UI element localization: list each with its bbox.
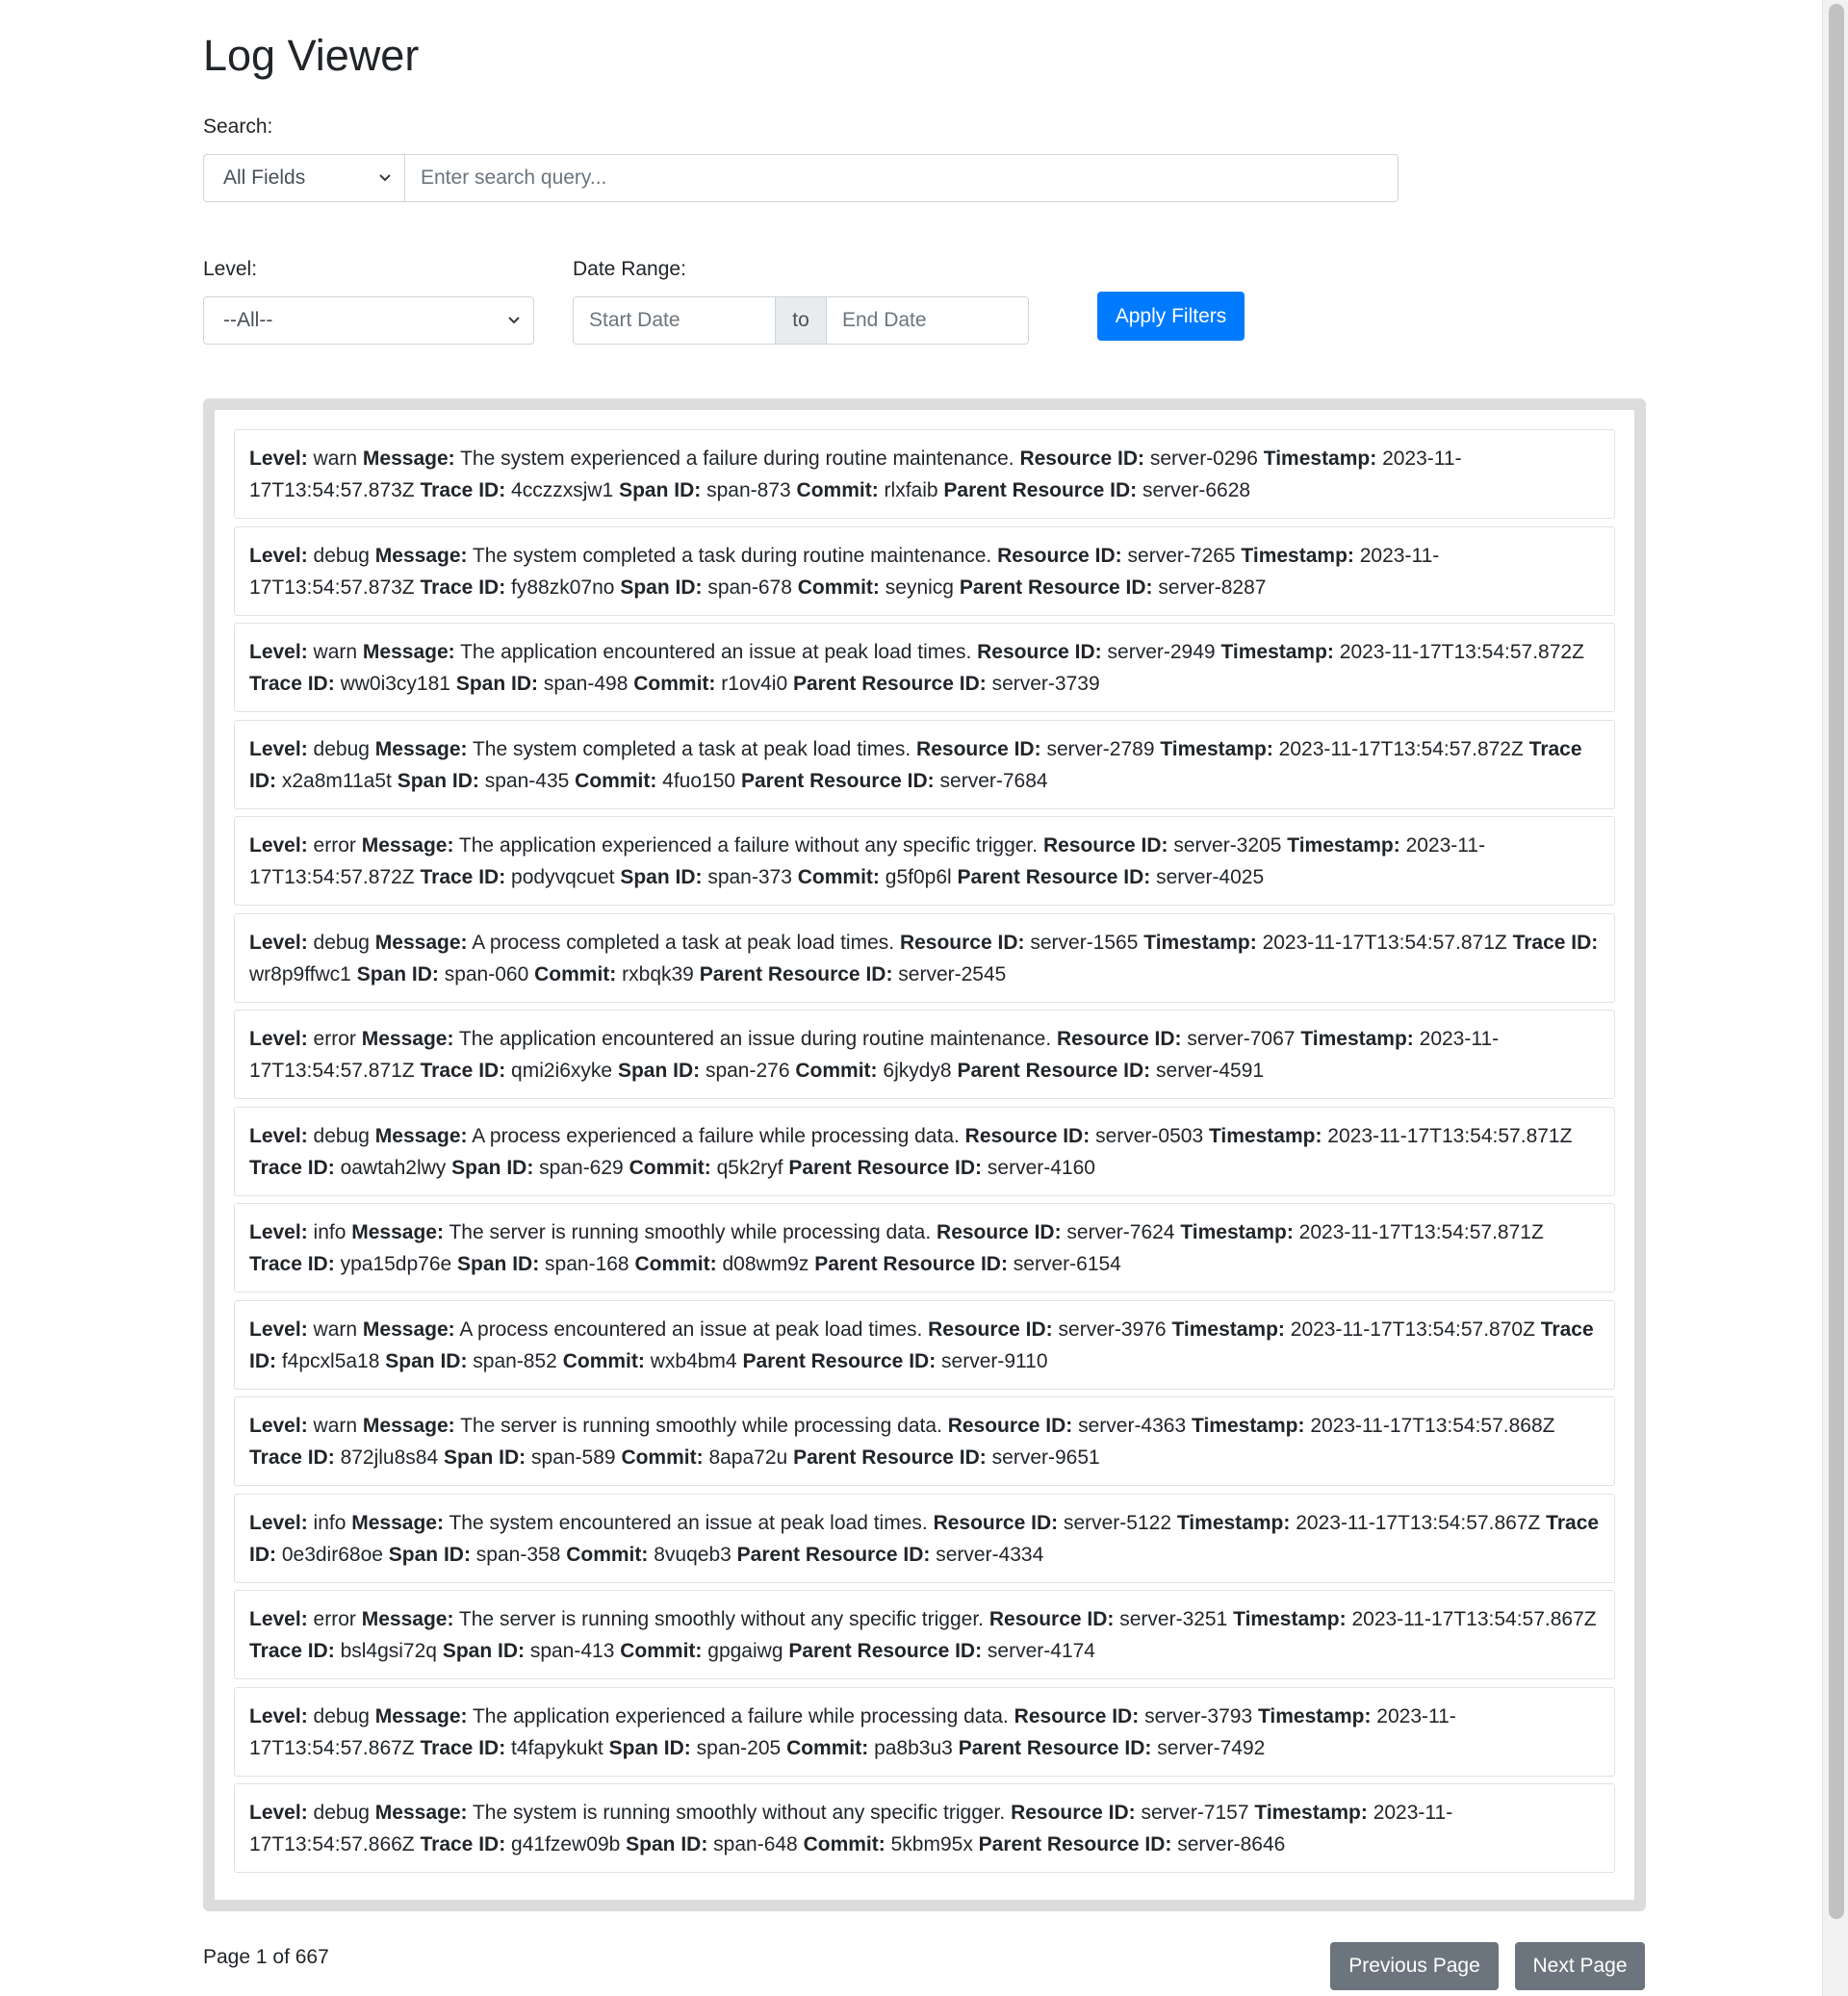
- log-field-label-parent-resource-id: Parent Resource ID:: [957, 1060, 1151, 1082]
- log-trace-id: podyvqcuet: [511, 866, 615, 888]
- log-span-id: span-358: [475, 1543, 561, 1566]
- log-field-label-resource-id: Resource ID:: [1014, 1704, 1140, 1727]
- log-field-label-commit: Commit:: [629, 1156, 711, 1179]
- log-parent-resource-id: server-4025: [1156, 866, 1265, 888]
- log-resource-id: server-3793: [1144, 1704, 1253, 1727]
- log-trace-id: ww0i3cy181: [340, 673, 450, 695]
- search-label: Search:: [203, 115, 273, 138]
- log-resource-id: server-5122: [1063, 1511, 1172, 1534]
- log-entry: [234, 1107, 1615, 1196]
- log-field-label-span-id: Span ID:: [626, 1833, 708, 1855]
- log-message: A process experienced a failure while processing data.: [472, 1124, 960, 1147]
- log-trace-id: bsl4gsi72q: [340, 1640, 437, 1662]
- log-level: debug: [313, 1124, 370, 1147]
- log-level: error: [313, 1608, 356, 1630]
- log-message: The application experienced a failure while processing data.: [472, 1704, 1009, 1727]
- log-commit: pa8b3u3: [874, 1736, 953, 1759]
- log-field-label-span-id: Span ID:: [617, 1060, 701, 1082]
- log-field-label-resource-id: Resource ID:: [964, 1124, 1091, 1147]
- log-commit: wxb4bm4: [650, 1349, 737, 1372]
- log-field-label-span-id: Span ID:: [619, 479, 702, 501]
- level-label: Level:: [203, 258, 258, 280]
- log-level: debug: [313, 737, 370, 760]
- log-span-id: span-873: [706, 479, 791, 501]
- log-parent-resource-id: server-4174: [987, 1640, 1095, 1662]
- log-field-label-span-id: Span ID:: [620, 576, 703, 599]
- log-field-label-message: Message:: [374, 931, 468, 954]
- log-field-label-span-id: Span ID:: [397, 769, 479, 792]
- log-field-label-message: Message:: [361, 834, 454, 857]
- log-field-label-resource-id: Resource ID:: [1011, 1802, 1136, 1824]
- log-field-label-span-id: Span ID:: [455, 673, 538, 695]
- log-span-id: span-629: [539, 1156, 624, 1179]
- log-timestamp: 2023-11-17T13:54:57.871Z: [1298, 1221, 1544, 1243]
- log-field-label-trace-id: Trace ID:: [420, 1736, 506, 1759]
- log-trace-id: oawtah2lwy: [340, 1156, 447, 1179]
- log-field-label-message: Message:: [362, 1415, 455, 1437]
- log-resource-id: server-0296: [1149, 448, 1258, 470]
- log-level: debug: [313, 1704, 370, 1727]
- log-field-label-parent-resource-id: Parent Resource ID:: [736, 1543, 931, 1566]
- log-field-label-span-id: Span ID:: [608, 1736, 691, 1759]
- log-message: The application encountered an issue during routine maintenance.: [458, 1028, 1052, 1050]
- log-field-label-resource-id: Resource ID:: [937, 1221, 1062, 1243]
- log-resource-id: server-3976: [1058, 1318, 1167, 1341]
- log-panel[interactable]: [203, 398, 1646, 1911]
- log-commit: d08wm9z: [722, 1253, 809, 1275]
- log-message: The system is running smoothly without any specific trigger.: [472, 1802, 1006, 1824]
- log-trace-id: t4fapykukt: [511, 1736, 603, 1759]
- log-span-id: span-589: [531, 1446, 616, 1469]
- log-field-label-trace-id: Trace ID:: [420, 576, 506, 599]
- log-trace-id: g41fzew09b: [511, 1833, 621, 1855]
- log-field-label-trace-id: Trace ID:: [249, 737, 1582, 792]
- next-page-button[interactable]: Next Page: [1515, 1942, 1645, 1990]
- date-separator: to: [776, 296, 826, 345]
- date-range-label: Date Range:: [573, 258, 686, 280]
- log-field-label-trace-id: Trace ID:: [249, 1511, 1600, 1566]
- chevron-down-icon: [377, 169, 393, 185]
- log-field-label-trace-id: Trace ID:: [249, 1318, 1594, 1372]
- log-field-label-trace-id: Trace ID:: [249, 1640, 335, 1662]
- log-parent-resource-id: server-2545: [898, 962, 1007, 985]
- log-span-id: span-168: [545, 1253, 629, 1275]
- log-commit: r1ov4i0: [721, 673, 788, 695]
- log-field-label-resource-id: Resource ID:: [928, 1318, 1053, 1341]
- page-scrollbar[interactable]: [1822, 0, 1848, 1996]
- log-parent-resource-id: server-6154: [1013, 1253, 1121, 1275]
- log-commit: rxbqk39: [622, 962, 694, 985]
- log-field-label-commit: Commit:: [803, 1833, 886, 1855]
- log-parent-resource-id: server-9651: [991, 1446, 1100, 1469]
- apply-filters-button[interactable]: Apply Filters: [1097, 292, 1245, 341]
- log-message: The server is running smoothly while processing data.: [449, 1221, 932, 1243]
- log-commit: seynicg: [885, 576, 954, 599]
- log-entry: [234, 429, 1615, 519]
- log-field-label-level: Level:: [249, 737, 308, 760]
- log-field-label-resource-id: Resource ID:: [1042, 834, 1168, 857]
- log-trace-id: fy88zk07no: [511, 576, 615, 599]
- log-field-label-timestamp: Timestamp:: [1143, 931, 1257, 954]
- log-field-label-commit: Commit:: [797, 866, 880, 888]
- log-resource-id: server-4363: [1078, 1415, 1187, 1437]
- log-entry: [234, 1687, 1615, 1777]
- log-field-label-level: Level:: [249, 544, 308, 567]
- log-field-label-parent-resource-id: Parent Resource ID:: [959, 576, 1153, 599]
- log-span-id: span-498: [543, 673, 629, 695]
- log-field-label-trace-id: Trace ID:: [420, 866, 506, 888]
- log-level: error: [313, 834, 356, 857]
- log-trace-id: ypa15dp76e: [340, 1253, 452, 1275]
- log-field-label-parent-resource-id: Parent Resource ID:: [699, 962, 893, 985]
- log-field-label-message: Message:: [374, 1704, 468, 1727]
- log-field-label-timestamp: Timestamp:: [1171, 1318, 1285, 1341]
- log-field-label-message: Message:: [374, 1124, 468, 1147]
- log-field-label-span-id: Span ID:: [442, 1640, 525, 1662]
- page-title: Log Viewer: [203, 31, 420, 80]
- log-field-label-parent-resource-id: Parent Resource ID:: [742, 1349, 937, 1372]
- search-input[interactable]: [404, 154, 1399, 202]
- log-field-label-span-id: Span ID:: [451, 1156, 534, 1179]
- log-resource-id: server-1565: [1030, 931, 1139, 954]
- log-field-label-trace-id: Trace ID:: [420, 1833, 506, 1855]
- log-span-id: span-435: [484, 769, 570, 792]
- log-timestamp: 2023-11-17T13:54:57.867Z: [249, 1704, 1456, 1759]
- search-field-value: All Fields: [223, 166, 306, 189]
- log-field-label-span-id: Span ID:: [388, 1543, 471, 1566]
- log-resource-id: server-3205: [1173, 834, 1282, 857]
- log-level: debug: [313, 544, 370, 567]
- log-field-label-message: Message:: [362, 1318, 455, 1341]
- log-level: warn: [313, 448, 358, 470]
- log-parent-resource-id: server-6628: [1142, 479, 1251, 501]
- log-message: The server is running smoothly while processing data.: [460, 1415, 942, 1437]
- log-field-label-timestamp: Timestamp:: [1287, 834, 1400, 857]
- log-resource-id: server-7624: [1066, 1221, 1175, 1243]
- log-field-label-resource-id: Resource ID:: [1057, 1028, 1182, 1050]
- log-field-label-message: Message:: [351, 1221, 444, 1243]
- page-info: Page 1 of 667: [203, 1946, 329, 1968]
- log-field-label-timestamp: Timestamp:: [1241, 544, 1354, 567]
- log-commit: 8apa72u: [708, 1446, 788, 1469]
- search-field-select[interactable]: [203, 154, 404, 202]
- log-resource-id: server-0503: [1095, 1124, 1204, 1147]
- log-field-label-parent-resource-id: Parent Resource ID:: [814, 1253, 1008, 1275]
- log-parent-resource-id: server-4334: [936, 1543, 1044, 1566]
- log-entry: [234, 1783, 1615, 1873]
- log-field-label-span-id: Span ID:: [444, 1446, 526, 1469]
- end-date-input[interactable]: [826, 296, 1029, 345]
- log-field-label-resource-id: Resource ID:: [997, 544, 1122, 567]
- log-field-label-commit: Commit:: [633, 673, 716, 695]
- log-trace-id: qmi2i6xyke: [511, 1060, 613, 1082]
- log-field-label-message: Message:: [361, 1028, 454, 1050]
- log-field-label-span-id: Span ID:: [620, 866, 703, 888]
- log-timestamp: 2023-11-17T13:54:57.870Z: [1290, 1318, 1535, 1341]
- log-field-label-level: Level:: [249, 834, 308, 857]
- log-field-label-commit: Commit:: [562, 1349, 645, 1372]
- log-field-label-timestamp: Timestamp:: [1300, 1028, 1414, 1050]
- log-field-label-message: Message:: [374, 544, 468, 567]
- log-field-label-timestamp: Timestamp:: [1257, 1704, 1372, 1727]
- log-span-id: span-413: [529, 1640, 615, 1662]
- log-entry: [234, 1010, 1615, 1099]
- chevron-down-icon: [506, 312, 522, 327]
- log-field-label-message: Message:: [374, 1802, 468, 1824]
- log-resource-id: server-7265: [1127, 544, 1236, 567]
- log-entry: [234, 720, 1615, 809]
- log-entry: [234, 1300, 1615, 1390]
- log-field-label-trace-id: Trace ID:: [420, 1060, 506, 1082]
- log-trace-id: x2a8m11a5t: [281, 769, 392, 792]
- log-span-id: span-373: [707, 866, 792, 888]
- log-level: info: [313, 1221, 346, 1243]
- log-timestamp: 2023-11-17T13:54:57.871Z: [1262, 931, 1507, 954]
- log-parent-resource-id: server-7684: [939, 769, 1048, 792]
- level-select[interactable]: [203, 296, 534, 345]
- log-message: The system completed a task at peak load times.: [472, 737, 911, 760]
- log-field-label-timestamp: Timestamp:: [1180, 1221, 1294, 1243]
- log-field-label-timestamp: Timestamp:: [1176, 1511, 1291, 1534]
- log-timestamp: 2023-11-17T13:54:57.872Z: [1339, 641, 1584, 663]
- level-select-value: --All--: [223, 309, 273, 331]
- log-message: The system experienced a failure during routine maintenance.: [460, 448, 1014, 470]
- log-message: The system encountered an issue at peak load times.: [449, 1511, 928, 1534]
- log-field-label-commit: Commit:: [797, 576, 880, 599]
- log-field-label-level: Level:: [249, 1318, 308, 1341]
- log-field-label-resource-id: Resource ID:: [947, 1415, 1073, 1437]
- log-timestamp: 2023-11-17T13:54:57.873Z: [249, 544, 1440, 599]
- log-field-label-message: Message:: [362, 641, 455, 663]
- log-span-id: span-276: [705, 1060, 790, 1082]
- log-field-label-level: Level:: [249, 1415, 308, 1437]
- log-level: debug: [313, 931, 370, 954]
- log-field-label-parent-resource-id: Parent Resource ID:: [793, 1446, 987, 1469]
- log-field-label-parent-resource-id: Parent Resource ID:: [788, 1640, 983, 1662]
- log-entry: [234, 816, 1615, 906]
- log-commit: rlxfaib: [884, 479, 938, 501]
- log-field-label-timestamp: Timestamp:: [1208, 1124, 1322, 1147]
- log-parent-resource-id: server-8287: [1158, 576, 1267, 599]
- log-field-label-level: Level:: [249, 1704, 308, 1727]
- log-parent-resource-id: server-4591: [1156, 1060, 1265, 1082]
- log-span-id: span-678: [707, 576, 792, 599]
- log-field-label-level: Level:: [249, 1028, 308, 1050]
- log-field-label-level: Level:: [249, 1221, 308, 1243]
- log-timestamp: 2023-11-17T13:54:57.867Z: [1351, 1608, 1597, 1630]
- log-level: error: [313, 1028, 356, 1050]
- log-trace-id: wr8p9ffwc1: [249, 962, 351, 985]
- log-message: The server is running smoothly without any specific trigger.: [458, 1608, 984, 1630]
- log-field-label-resource-id: Resource ID:: [933, 1511, 1059, 1534]
- log-span-id: span-060: [444, 962, 529, 985]
- log-span-id: span-852: [473, 1349, 557, 1372]
- log-field-label-trace-id: Trace ID:: [249, 1253, 335, 1275]
- log-resource-id: server-7157: [1141, 1802, 1249, 1824]
- log-field-label-timestamp: Timestamp:: [1192, 1415, 1305, 1437]
- log-field-label-trace-id: Trace ID:: [249, 1156, 335, 1179]
- log-level: info: [313, 1511, 346, 1534]
- log-field-label-parent-resource-id: Parent Resource ID:: [957, 866, 1151, 888]
- scrollbar-thumb[interactable]: [1829, 4, 1844, 1919]
- log-entry: [234, 1494, 1615, 1583]
- log-entry: [234, 623, 1615, 712]
- log-field-label-trace-id: Trace ID:: [249, 1446, 335, 1469]
- log-commit: q5k2ryf: [716, 1156, 783, 1179]
- log-field-label-resource-id: Resource ID:: [988, 1608, 1115, 1630]
- log-field-label-resource-id: Resource ID:: [916, 737, 1041, 760]
- log-field-label-commit: Commit:: [786, 1736, 869, 1759]
- log-field-label-level: Level:: [249, 641, 308, 663]
- log-field-label-resource-id: Resource ID:: [899, 931, 1025, 954]
- log-level: debug: [313, 1802, 370, 1824]
- log-field-label-resource-id: Resource ID:: [977, 641, 1102, 663]
- log-field-label-parent-resource-id: Parent Resource ID:: [788, 1156, 983, 1179]
- log-field-label-parent-resource-id: Parent Resource ID:: [943, 479, 1138, 501]
- log-resource-id: server-3251: [1119, 1608, 1228, 1630]
- log-field-label-trace-id: Trace ID:: [420, 479, 506, 501]
- log-entry: [234, 913, 1615, 1003]
- log-field-label-parent-resource-id: Parent Resource ID:: [958, 1736, 1152, 1759]
- log-field-label-span-id: Span ID:: [356, 962, 439, 985]
- log-resource-id: server-7067: [1187, 1028, 1296, 1050]
- log-level: warn: [313, 1318, 358, 1341]
- log-message: The application experienced a failure without any specific trigger.: [458, 834, 1039, 857]
- log-timestamp: 2023-11-17T13:54:57.866Z: [249, 1802, 1453, 1855]
- log-resource-id: server-2949: [1107, 641, 1216, 663]
- log-field-label-timestamp: Timestamp:: [1263, 448, 1377, 470]
- search-group: [203, 154, 1399, 202]
- previous-page-button[interactable]: Previous Page: [1330, 1942, 1499, 1990]
- log-field-label-trace-id: Trace ID:: [1512, 931, 1599, 954]
- log-field-label-timestamp: Timestamp:: [1233, 1608, 1347, 1630]
- log-span-id: span-648: [713, 1833, 798, 1855]
- log-parent-resource-id: server-3739: [991, 673, 1100, 695]
- log-field-label-parent-resource-id: Parent Resource ID:: [978, 1833, 1172, 1855]
- log-field-label-level: Level:: [249, 1124, 308, 1147]
- log-field-label-parent-resource-id: Parent Resource ID:: [793, 673, 987, 695]
- log-parent-resource-id: server-8646: [1177, 1833, 1286, 1855]
- log-field-label-timestamp: Timestamp:: [1220, 641, 1334, 663]
- log-resource-id: server-2789: [1046, 737, 1155, 760]
- log-level: warn: [313, 1415, 358, 1437]
- log-field-label-span-id: Span ID:: [457, 1253, 540, 1275]
- log-entry: [234, 1590, 1615, 1679]
- log-field-label-level: Level:: [249, 1608, 308, 1630]
- log-field-label-resource-id: Resource ID:: [1019, 448, 1144, 470]
- log-timestamp: 2023-11-17T13:54:57.867Z: [1296, 1511, 1541, 1534]
- log-message: A process completed a task at peak load times.: [472, 931, 895, 954]
- log-field-label-level: Level:: [249, 931, 308, 954]
- log-field-label-level: Level:: [249, 448, 308, 470]
- log-field-label-message: Message:: [351, 1511, 444, 1534]
- log-field-label-commit: Commit:: [796, 479, 879, 501]
- log-message: A process encountered an issue at peak load times.: [459, 1318, 923, 1341]
- log-field-label-parent-resource-id: Parent Resource ID:: [740, 769, 935, 792]
- start-date-input[interactable]: [573, 296, 776, 345]
- log-commit: g5f0p6l: [885, 866, 952, 888]
- log-field-label-timestamp: Timestamp:: [1160, 737, 1273, 760]
- log-trace-id: f4pcxl5a18: [281, 1349, 380, 1372]
- log-field-label-commit: Commit:: [575, 769, 657, 792]
- log-timestamp: 2023-11-17T13:54:57.873Z: [249, 448, 1462, 501]
- log-field-label-commit: Commit:: [534, 962, 617, 985]
- log-field-label-commit: Commit:: [566, 1543, 649, 1566]
- log-timestamp: 2023-11-17T13:54:57.872Z: [1278, 737, 1524, 760]
- log-field-label-message: Message:: [361, 1608, 454, 1630]
- log-timestamp: 2023-11-17T13:54:57.872Z: [249, 834, 1486, 888]
- log-parent-resource-id: server-4160: [987, 1156, 1095, 1179]
- log-message: The application encountered an issue at peak load times.: [460, 641, 972, 663]
- log-level: warn: [313, 641, 358, 663]
- date-range-group: [573, 296, 1029, 345]
- log-trace-id: 4cczzxsjw1: [511, 479, 614, 501]
- log-parent-resource-id: server-9110: [941, 1349, 1048, 1372]
- log-commit: 4fuo150: [662, 769, 736, 792]
- log-field-label-commit: Commit:: [621, 1446, 704, 1469]
- log-field-label-commit: Commit:: [634, 1253, 717, 1275]
- log-timestamp: 2023-11-17T13:54:57.871Z: [249, 1028, 1500, 1082]
- log-commit: 6jkydy8: [883, 1060, 952, 1082]
- log-field-label-span-id: Span ID:: [385, 1349, 468, 1372]
- log-trace-id: 0e3dir68oe: [281, 1543, 383, 1566]
- log-entry: [234, 1203, 1615, 1292]
- log-list: [234, 429, 1615, 1881]
- log-span-id: span-205: [696, 1736, 782, 1759]
- log-message: The system completed a task during routine maintenance.: [472, 544, 992, 567]
- log-field-label-commit: Commit:: [620, 1640, 703, 1662]
- log-field-label-level: Level:: [249, 1511, 308, 1534]
- log-field-label-commit: Commit:: [795, 1060, 878, 1082]
- log-parent-resource-id: server-7492: [1157, 1736, 1266, 1759]
- log-commit: gpgaiwg: [707, 1640, 783, 1662]
- log-timestamp: 2023-11-17T13:54:57.871Z: [1327, 1124, 1573, 1147]
- log-field-label-message: Message:: [374, 737, 468, 760]
- log-field-label-message: Message:: [362, 448, 455, 470]
- log-timestamp: 2023-11-17T13:54:57.868Z: [1310, 1415, 1555, 1437]
- log-field-label-timestamp: Timestamp:: [1254, 1802, 1368, 1824]
- log-commit: 5kbm95x: [890, 1833, 973, 1855]
- log-entry: [234, 526, 1615, 616]
- log-field-label-trace-id: Trace ID:: [249, 673, 335, 695]
- log-trace-id: 872jlu8s84: [340, 1446, 439, 1469]
- log-entry: [234, 1396, 1615, 1486]
- log-commit: 8vuqeb3: [654, 1543, 732, 1566]
- log-field-label-level: Level:: [249, 1802, 308, 1824]
